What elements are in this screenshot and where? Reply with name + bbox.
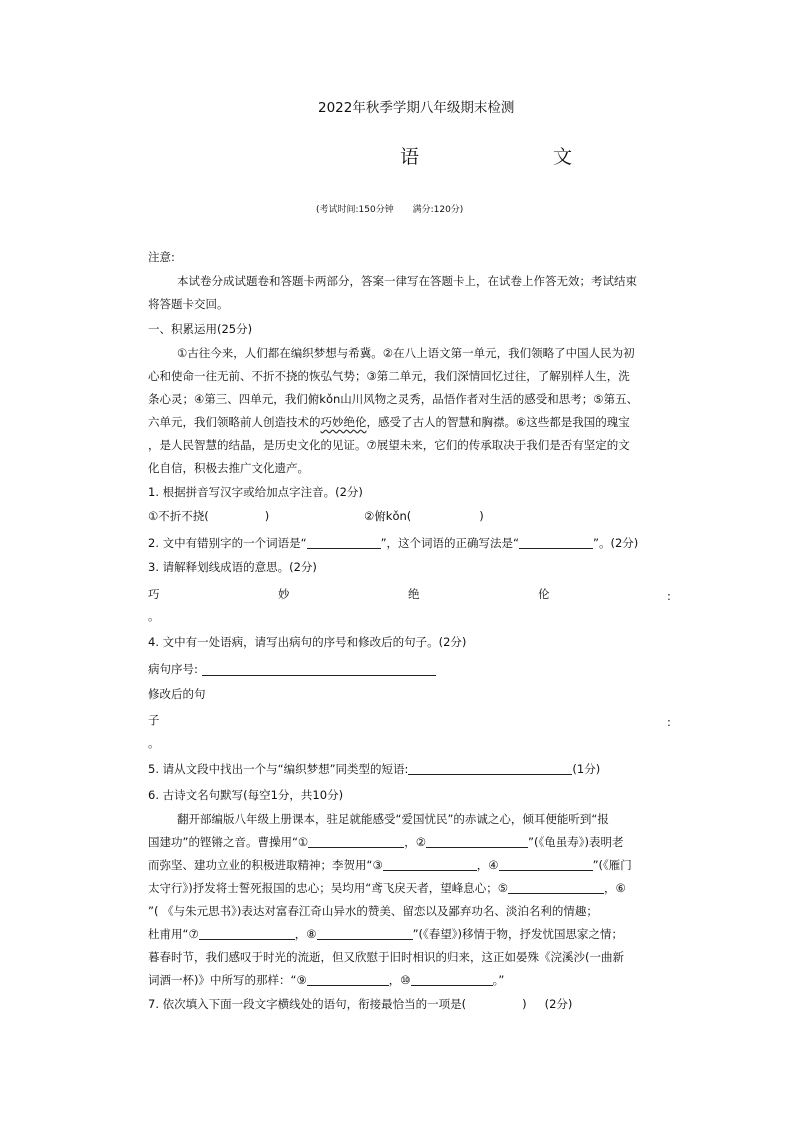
q6-l8-text-1: 词酒一杯)》中所写的那样：“⑨: [148, 973, 307, 987]
q4-end: 。: [148, 736, 160, 750]
q6-l2-text-1: 国建功”的铿锵之音。曹操用“①: [148, 835, 309, 849]
q6-blank-7[interactable]: [199, 925, 295, 940]
q1-a-label: ①不折不挠(: [148, 509, 209, 523]
q6-l8-text-3: 。”: [492, 973, 505, 987]
q3-char-4: 伦: [538, 587, 550, 601]
q6-blank-4[interactable]: [499, 856, 593, 871]
q5-prompt: 5. 请从文段中找出一个与“编织梦想”同类型的短语:: [148, 762, 409, 776]
passage-line-6: 化自信，积极去推广文化遗产。: [148, 461, 309, 475]
q6-blank-9[interactable]: [307, 971, 389, 986]
q6-line-4: [148, 877, 626, 899]
q6-blank-3[interactable]: [383, 856, 477, 871]
underlined-idiom: 巧妙绝伦: [320, 415, 367, 429]
q7-close: ): [522, 997, 527, 1011]
exam-info: (考试时间:150分钟 满分:120分): [316, 205, 464, 215]
q4-label-1: 病句序号:: [148, 662, 198, 676]
notice-label: 注意:: [148, 250, 175, 264]
q6-l8-text-2: ，⑩: [388, 973, 411, 987]
q3-char-2: 妙: [278, 587, 290, 601]
q4-label-3: 子: [148, 713, 160, 727]
q5-score: (1分): [572, 762, 601, 776]
passage-line-5: ，是人民智慧的结晶，是历史文化的见证。⑦展望未来，它们的传承取决于我们是否有坚定的文: [148, 438, 630, 452]
q4-colon: :: [667, 715, 671, 729]
q1-answer-b: [364, 505, 484, 527]
passage-line-1: ①古往今来，人们都在编织梦想与希冀。②在八上语文第一单元，我们领略了中国人民为初: [177, 346, 635, 360]
q7-prompt: 7. 依次填入下面一段文字横线处的语句，衔接最恰当的一项是(: [148, 997, 467, 1011]
q1-a-close: ): [264, 509, 270, 523]
passage-line-4-text: 六单元，我们领略前人创造技术的巧妙绝伦，感受了古人的智慧和胸襟。⑥这些都是我国的瑰宝: [148, 415, 630, 429]
q6-l3-text-3: ”(《雁门: [592, 858, 632, 872]
q6-blank-8[interactable]: [317, 925, 413, 940]
q1-b-label: ②俯kǒn(: [364, 509, 412, 523]
q2-part-1: 2. 文中有错别字的一个词语是“: [148, 536, 307, 550]
q6-l6-text-1: 杜甫用“⑦: [148, 927, 199, 941]
q6-blank-5[interactable]: [508, 879, 604, 894]
q2-part-2: ”，这个词语的正确写法是“: [380, 536, 520, 550]
q6-line-2: [148, 831, 623, 853]
q4-answer-line-1[interactable]: [202, 675, 436, 676]
q6-l6-text-3: ”(《春望》)移情于物，抒发忧国思家之情；: [412, 927, 624, 941]
q4-prompt: 4. 文中有一处语病，请写出病句的序号和修改后的句子。(2分): [148, 635, 467, 649]
q2-blank-2[interactable]: [519, 534, 593, 549]
passage-line-2: 心和使命一往无前、不折不挠的恢弘气势；③第二单元，我们深情回忆过往，了解别样人生，洗: [148, 369, 630, 383]
q3-prompt: 3. 请解释划线成语的意思。(2分): [148, 560, 317, 574]
q2-line: [148, 532, 638, 554]
subject-title: 语 文: [400, 146, 637, 168]
q3-colon: :: [667, 589, 671, 603]
q7-score: (2分): [544, 997, 573, 1011]
q6-l2-text-2: ，②: [404, 835, 427, 849]
q6-l6-text-2: ，⑧: [294, 927, 317, 941]
q6-l4-text-2: ，⑥: [604, 881, 626, 895]
q5-blank[interactable]: [408, 760, 572, 775]
q3-char-1: 巧: [148, 587, 160, 601]
passage-line-3: 条心灵；④第三、四单元，我们俯kǒn山川风物之灵秀，品悟作者对生活的感受和思考；⑤第五、: [148, 392, 639, 406]
notice-line-2: 将答题卡交回。: [148, 297, 229, 311]
q6-line-8: [148, 969, 504, 991]
q6-line-6: [148, 923, 623, 945]
q6-l3-text-1: 而弥坚、建功立业的积极进取精神；李贺用“③: [148, 858, 383, 872]
q1-answer-a: [148, 505, 269, 527]
q6-blank-2[interactable]: [426, 833, 528, 848]
q7-line: [148, 993, 572, 1015]
section-heading: 一、积累运用(25分): [148, 322, 253, 336]
q6-prompt: 6. 古诗文名句默写(每空1分，共10分): [148, 788, 344, 802]
q6-l4-text-1: 太守行》)抒发将士誓死报国的忠心；吴均用“鸢飞戾天者，望峰息心；⑤: [148, 881, 509, 895]
q2-part-3: ”。(2分): [593, 536, 639, 550]
q6-line-3: [148, 854, 632, 876]
q1-b-close: ): [479, 509, 484, 523]
q1-prompt: 1. 根据拼音写汉字或给加点字注音。(2分): [148, 485, 363, 499]
q2-blank-1[interactable]: [307, 534, 381, 549]
q3-end: 。: [148, 609, 160, 623]
q6-blank-10[interactable]: [411, 971, 493, 986]
q6-l2-text-3: ”(《龟虽寿》)表明老: [528, 835, 624, 849]
q5-line: [148, 758, 600, 780]
q4-label-2: 修改后的句: [148, 687, 206, 701]
q3-char-3: 绝: [408, 587, 420, 601]
exam-title: 2022年秋季学期八年级期末检测: [318, 100, 515, 116]
q6-l3-text-2: ，④: [476, 858, 499, 872]
q6-line-7: 暮春时节，我们感叹于时光的流逝，但又欣慰于旧时相识的归来，这正如晏殊《浣溪沙(一曲新: [148, 950, 624, 964]
q6-line-1: 翻开部编版八年级上册课本，驻足就能感受“爱国忧民”的赤诚之心，倾耳便能听到“报: [177, 812, 609, 826]
q6-blank-1[interactable]: [308, 833, 404, 848]
q6-line-5: ”( 《与朱元思书》)表达对富春江奇山异水的赞美、留恋以及鄙弃功名、淡泊名利的情趣；: [148, 904, 598, 918]
passage-line-4: [148, 411, 630, 433]
notice-line-1: 本试卷分成试题卷和答题卡两部分，答案一律写在答题卡上，在试卷上作答无效；考试结束: [177, 274, 637, 288]
